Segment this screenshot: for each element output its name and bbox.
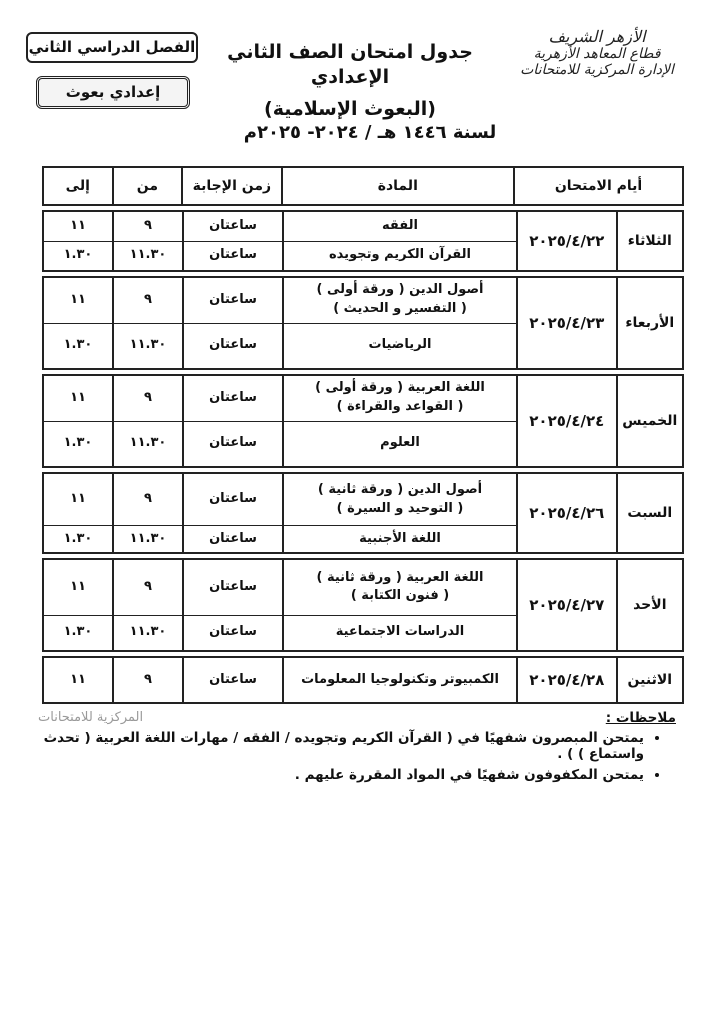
exam-date: ٢٠٢٥/٤/٢٦ <box>516 474 616 552</box>
day-name: السبت <box>616 474 682 552</box>
duration-cell: ساعتان <box>182 278 282 323</box>
day-group <box>42 472 684 554</box>
exam-date: ٢٠٢٥/٤/٢٣ <box>516 278 616 368</box>
subject-cell <box>282 376 516 421</box>
to-cell: ١.٣٠ <box>63 435 93 451</box>
from-cell: ١١.٣٠ <box>112 422 182 467</box>
duration-cell: ساعتان <box>182 474 282 525</box>
subject-line: أصول الدين ( ورقة ثانية ) <box>317 481 483 497</box>
from-cell: ٩ <box>112 658 182 702</box>
exam-date: ٢٠٢٥/٤/٢٨ <box>516 658 616 702</box>
to-cell: ١.٣٠ <box>63 530 93 546</box>
day-name: الأحد <box>616 560 682 650</box>
day-name: الاثنين <box>616 658 682 702</box>
from-cell: ١١.٣٠ <box>112 526 182 552</box>
to-cell: ١١ <box>70 217 86 233</box>
subject-line: اللغة العربية ( ورقة ثانية ) <box>316 569 484 585</box>
to-cell: ١١ <box>70 671 86 687</box>
seal-line: الأزهر الشريف <box>548 27 646 46</box>
subject-cell <box>282 278 516 323</box>
to-cell: ١١ <box>70 491 86 507</box>
header-from: من <box>112 168 182 204</box>
day-name: الأربعاء <box>616 278 682 368</box>
from-cell: ١١.٣٠ <box>112 242 182 271</box>
note-item: • يمتحن المبصرون شفهيًا في ( القرآن الكريم وتجويده / الفقه / مهارات اللغة العربية ( تحدث واستماع ) ) . <box>36 730 644 762</box>
academic-year: لسنة ١٤٤٦ هـ / ٢٠٢٤- ٢٠٢٥م <box>243 122 497 143</box>
subject-cell <box>282 474 516 525</box>
duration-cell: ساعتان <box>182 242 282 271</box>
subject-cell <box>282 242 516 271</box>
day-group <box>42 210 684 272</box>
table-row <box>44 658 516 702</box>
table-row <box>44 323 516 369</box>
exam-date: ٢٠٢٥/٤/٢٢ <box>516 212 616 270</box>
header-to: إلى <box>65 178 90 194</box>
duration-cell: ساعتان <box>182 212 282 241</box>
table-row <box>44 615 516 650</box>
duration-cell: ساعتان <box>182 616 282 650</box>
seal-line: الإدارة المركزية للامتحانات <box>520 62 674 79</box>
table-row <box>44 278 516 323</box>
subject-line: ( التفسير و الحديث ) <box>333 301 467 317</box>
subject-cell <box>282 324 516 369</box>
subject-line: الرياضيات <box>368 337 432 353</box>
day-group <box>42 558 684 652</box>
azhar-seal <box>512 28 682 79</box>
note-item: • يمتحن المكفوفون شفهيًا في المواد المقررة عليهم . <box>36 767 644 783</box>
watermark-text: المركزية للامتحانات <box>38 710 144 725</box>
table-row <box>44 560 516 615</box>
table-row <box>44 212 516 241</box>
seal-line: قطاع المعاهد الأزهرية <box>533 46 661 63</box>
to-cell: ١.٣٠ <box>63 247 93 263</box>
subject-line: ( فنون الكتابة ) <box>350 588 450 604</box>
notes-section <box>36 710 686 788</box>
table-row <box>44 474 516 525</box>
duration-cell: ساعتان <box>182 526 282 552</box>
from-cell: ١١.٣٠ <box>112 616 182 650</box>
table-header-row <box>42 166 684 206</box>
table-row <box>44 241 516 271</box>
subject-line: الفقه <box>382 217 418 233</box>
day-group <box>42 656 684 704</box>
header-days: أيام الامتحان <box>513 168 682 204</box>
subject-line: القرآن الكريم وتجويده <box>329 247 471 263</box>
day-name: الخميس <box>616 376 682 466</box>
subject-cell <box>282 658 516 702</box>
table-row <box>44 421 516 467</box>
subject-line: العلوم <box>380 435 420 451</box>
subject-cell <box>282 616 516 650</box>
exam-date: ٢٠٢٥/٤/٢٤ <box>516 376 616 466</box>
to-cell: ١١ <box>70 578 86 594</box>
semester-badge: الفصل الدراسي الثاني <box>26 32 198 63</box>
subject-line: أصول الدين ( ورقة أولى ) <box>316 282 484 298</box>
day-group <box>42 374 684 468</box>
duration-cell: ساعتان <box>182 422 282 467</box>
duration-cell: ساعتان <box>182 658 282 702</box>
subject-cell <box>282 212 516 241</box>
day-name: الثلاثاء <box>616 212 682 270</box>
duration-cell: ساعتان <box>182 324 282 369</box>
duration-cell: ساعتان <box>182 560 282 615</box>
stage-badge: إعدادي بعوث <box>36 76 190 109</box>
from-cell: ٩ <box>112 376 182 421</box>
duration-cell: ساعتان <box>182 376 282 421</box>
from-cell: ١١.٣٠ <box>112 324 182 369</box>
subject-line: الكمبيوتر وتكنولوجيا المعلومات <box>301 671 499 687</box>
subject-line: الدراسات الاجتماعية <box>335 624 465 640</box>
subject-line: ( التوحيد و السيرة ) <box>336 500 464 516</box>
exam-date: ٢٠٢٥/٤/٢٧ <box>516 560 616 650</box>
to-cell: ١.٣٠ <box>63 624 93 640</box>
notes-list <box>36 730 686 783</box>
header-duration: زمن الإجابة <box>181 168 280 204</box>
to-cell: ١١ <box>70 389 86 405</box>
table-row <box>44 525 516 552</box>
day-group <box>42 276 684 370</box>
subject-cell <box>282 422 516 467</box>
from-cell: ٩ <box>112 212 182 241</box>
header-subject: المادة <box>281 168 514 204</box>
subject-cell <box>282 526 516 552</box>
title-line-2: (البعوث الإسلامية) <box>264 98 436 121</box>
from-cell: ٩ <box>112 278 182 323</box>
subject-cell <box>282 560 516 615</box>
page-title <box>200 40 500 122</box>
subject-line: اللغة العربية ( ورقة أولى ) <box>315 380 485 396</box>
to-cell: ١.٣٠ <box>63 337 93 353</box>
to-cell: ١١ <box>70 291 86 307</box>
subject-line: ( القواعد والقراءة ) <box>336 399 464 415</box>
from-cell: ٩ <box>112 560 182 615</box>
subject-line: اللغة الأجنبية <box>359 530 441 546</box>
from-cell: ٩ <box>112 474 182 525</box>
table-row <box>44 376 516 421</box>
title-line-1: جدول امتحان الصف الثاني الإعدادي <box>227 41 473 88</box>
notes-title: ملاحظات : <box>605 710 676 726</box>
